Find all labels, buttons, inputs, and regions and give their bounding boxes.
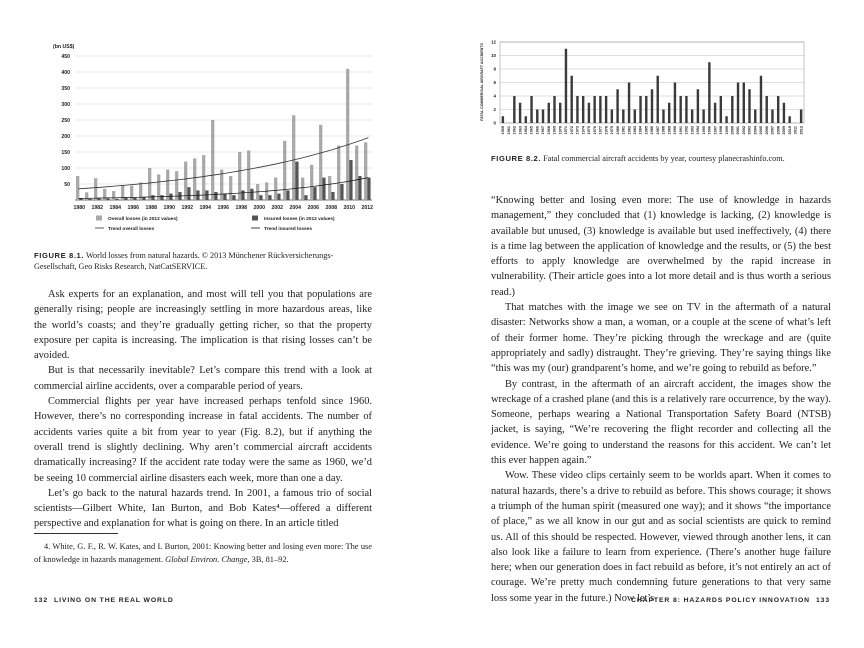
insured-loss-bar bbox=[169, 194, 172, 200]
x-tick-label: 1976 bbox=[592, 126, 597, 135]
overall-loss-bar bbox=[94, 178, 97, 200]
x-tick-label: 1994 bbox=[199, 205, 212, 211]
legend-label: Trend overall losses bbox=[108, 227, 155, 232]
x-tick-label: 1988 bbox=[661, 126, 666, 135]
overall-loss-bar bbox=[355, 146, 358, 200]
insured-loss-bar bbox=[295, 162, 298, 200]
paragraph: That matches with the image we see on TV in the aftermath of a natural disaster: Networks show a man, a woman, or a couple at the scene of what’s left of their former home. They’re picking through the wreckage and are (quite appropriately and sadly) distraught. They’re grieving. They’re saying things like “this was my (our) grandparent’s home, and we’re going to rebuild as before.” bbox=[491, 302, 831, 375]
x-tick-label: 1975 bbox=[587, 126, 592, 135]
x-tick-label: 2006 bbox=[764, 126, 769, 135]
accident-bar bbox=[570, 76, 572, 123]
accident-bar bbox=[519, 103, 521, 123]
insured-loss-bar bbox=[106, 198, 109, 200]
accident-bar bbox=[599, 96, 601, 123]
y-tick-label: 10 bbox=[491, 53, 496, 58]
overall-loss-bar bbox=[292, 115, 295, 200]
paragraph: Wow. These video clips certainly seem to be worlds apart. When it comes to natural hazards, there’s a drive to rebuild as before. This shows courage; it shows a triumph of the human spirit (measured one way); and it shows “the importance of place,” as we all know in our gut and as social scientists are quick to remind us. All of this should be respected. However, viewed through another lens, it can also look like a failure to learn from experience. (There’s another huge failure here; when our generation does in fact rebuild as before, it’s not entirely an act of courage. We’re pretty much condemning future generations to that very same loss some year in the future.) Now let’s bbox=[491, 470, 831, 604]
overall-loss-bar bbox=[337, 146, 340, 200]
x-tick-label: 1986 bbox=[650, 126, 655, 135]
accident-bar bbox=[611, 110, 613, 124]
accident-bar bbox=[628, 83, 630, 124]
x-tick-label: 1969 bbox=[552, 126, 557, 135]
running-head-right bbox=[631, 597, 830, 604]
x-tick-label: 1968 bbox=[546, 126, 551, 135]
insured-loss-bar bbox=[133, 198, 136, 200]
y-axis-label: FATAL COMMERCIAL AIRCRAFT ACCIDENTS bbox=[480, 43, 484, 121]
accident-bar bbox=[777, 96, 779, 123]
x-tick-label: 2008 bbox=[325, 205, 338, 211]
x-tick-label: 1984 bbox=[109, 205, 122, 211]
overall-loss-bar bbox=[85, 192, 88, 200]
accident-bar bbox=[605, 96, 607, 123]
paragraph: By contrast, in the aftermath of an aircraft accident, the images show the wreckage of a crashed plane (and this is a relatively rare occurrence, by the way). Someone, perhaps wearing a National Transportation Safety Board (NTSB) jacket, is saying, “We’re recovering the flight recorder and collecting all the evidence. We’re going to understand the reasons for this accident. We can’t let this ever happen again.” bbox=[491, 378, 831, 467]
insured-loss-bar bbox=[304, 195, 307, 200]
overall-loss-bar bbox=[157, 174, 160, 200]
accident-bar bbox=[783, 103, 785, 123]
footnote bbox=[34, 541, 372, 566]
x-tick-label: 1992 bbox=[684, 126, 689, 135]
overall-loss-bar bbox=[130, 186, 133, 200]
x-tick-label: 2005 bbox=[759, 126, 764, 135]
x-tick-label: 1963 bbox=[518, 126, 523, 135]
x-tick-label: 2001 bbox=[736, 126, 741, 135]
legend-label: Trend insured losses bbox=[264, 227, 312, 232]
x-tick-label: 2008 bbox=[776, 126, 781, 135]
x-tick-label: 1987 bbox=[655, 126, 660, 135]
accident-bar bbox=[525, 116, 527, 123]
y-tick-label: 6 bbox=[493, 80, 496, 85]
losses-axis-label bbox=[53, 44, 75, 50]
insured-loss-bar bbox=[223, 194, 226, 200]
accident-bar bbox=[530, 96, 532, 123]
right-page bbox=[432, 0, 864, 648]
right-body-text bbox=[491, 193, 831, 606]
losses-chart-svg bbox=[38, 38, 378, 238]
insured-loss-bar bbox=[349, 160, 352, 200]
running-head-left bbox=[34, 597, 174, 604]
overall-loss-bar bbox=[229, 176, 232, 200]
accident-bar bbox=[788, 116, 790, 123]
legend-swatch bbox=[252, 216, 258, 221]
x-tick-label: 1982 bbox=[627, 126, 632, 135]
accident-bar bbox=[622, 110, 624, 124]
accident-bar bbox=[691, 110, 693, 124]
x-tick-label: 1974 bbox=[581, 126, 586, 135]
x-tick-label: 1980 bbox=[73, 205, 86, 211]
left-body-text bbox=[34, 287, 372, 532]
accident-bar bbox=[502, 116, 504, 123]
insured-loss-bar bbox=[151, 195, 154, 200]
accident-bar bbox=[800, 110, 802, 124]
accident-bar bbox=[760, 76, 762, 123]
running-head-title: LIVING ON THE REAL WORLD bbox=[54, 597, 174, 604]
insured-loss-bar bbox=[277, 194, 280, 200]
y-tick-label: 250 bbox=[61, 118, 70, 124]
accident-bar bbox=[720, 96, 722, 123]
legend-swatch bbox=[96, 216, 102, 221]
insured-loss-bar bbox=[286, 190, 289, 200]
x-tick-label: 1998 bbox=[719, 126, 724, 135]
y-tick-label: 12 bbox=[491, 39, 496, 45]
overall-loss-bar bbox=[166, 170, 169, 200]
x-tick-label: 1986 bbox=[127, 205, 140, 211]
insured-loss-bar bbox=[331, 192, 334, 200]
insured-loss-bar bbox=[322, 178, 325, 200]
caption-text: Fatal commercial aircraft accidents by year, courtesy planecrashinfo.com. bbox=[543, 154, 785, 163]
overall-loss-bar bbox=[364, 142, 367, 200]
x-tick-label: 1985 bbox=[644, 126, 649, 135]
accident-bar bbox=[725, 116, 727, 123]
overall-loss-bar bbox=[346, 69, 349, 200]
y-tick-label: 4 bbox=[493, 93, 496, 99]
x-tick-label: 2003 bbox=[747, 126, 752, 135]
x-tick-label: 1993 bbox=[690, 126, 695, 135]
x-tick-label: 1966 bbox=[535, 126, 540, 135]
insured-loss-bar bbox=[250, 189, 253, 200]
overall-loss-bar bbox=[310, 165, 313, 200]
x-tick-label: 1982 bbox=[91, 205, 104, 211]
accidents-chart-svg bbox=[476, 36, 816, 146]
accident-bar bbox=[513, 96, 515, 123]
x-tick-label: 2000 bbox=[253, 205, 266, 211]
insured-loss-bar bbox=[268, 195, 271, 200]
insured-loss-bar bbox=[142, 197, 145, 200]
x-tick-label: 1990 bbox=[673, 126, 678, 135]
y-tick-label: 100 bbox=[61, 166, 70, 172]
x-tick-label: 2009 bbox=[782, 126, 787, 135]
accident-bar bbox=[754, 110, 756, 124]
x-tick-label: 1977 bbox=[598, 126, 603, 135]
accident-bar bbox=[588, 103, 590, 123]
insured-loss-bar bbox=[115, 199, 118, 200]
accident-bar bbox=[731, 96, 733, 123]
footnote-text-end: 3B, 81–92. bbox=[249, 554, 289, 564]
accident-bar bbox=[639, 96, 641, 123]
figure-8-1-caption bbox=[34, 250, 374, 272]
y-tick-label: 0 bbox=[493, 120, 496, 126]
accident-bar bbox=[668, 103, 670, 123]
x-tick-label: 1960 bbox=[501, 126, 506, 135]
x-tick-label: 1970 bbox=[558, 126, 563, 135]
accident-bar bbox=[542, 110, 544, 124]
y-tick-label: 8 bbox=[493, 66, 496, 72]
x-tick-label: 1979 bbox=[610, 126, 615, 135]
x-tick-label: 1984 bbox=[638, 126, 643, 135]
accident-bar bbox=[657, 76, 659, 123]
accident-bar bbox=[593, 96, 595, 123]
overall-loss-bar bbox=[283, 141, 286, 200]
caption-text: World losses from natural hazards. © 2013 Münchener Rückversicherungs-Gesellschaft, Geo Risks Research, NatCatSERVICE. bbox=[34, 251, 334, 271]
overall-loss-bar bbox=[274, 178, 277, 200]
insured-loss-bar bbox=[88, 199, 91, 200]
accident-bar bbox=[559, 103, 561, 123]
footnote-text: 4. White, G. F., R. W. Kates, and I. Burton, 2001: Knowing better and losing even more: The use of knowledge in hazards management. bbox=[34, 542, 372, 564]
losses-chart bbox=[38, 38, 378, 238]
x-tick-label: 1989 bbox=[667, 126, 672, 135]
x-tick-label: 1999 bbox=[724, 126, 729, 135]
legend-label: Overall losses (in 2012 values) bbox=[108, 217, 178, 222]
overall-loss-bar bbox=[193, 158, 196, 200]
overall-loss-bar bbox=[175, 171, 178, 200]
x-tick-label: 2011 bbox=[793, 126, 798, 135]
y-tick-label: 200 bbox=[61, 134, 70, 140]
accident-bar bbox=[553, 96, 555, 123]
insured-loss-bar bbox=[259, 195, 262, 200]
overall-loss-bar bbox=[148, 168, 151, 200]
x-tick-label: 2002 bbox=[271, 205, 284, 211]
accident-bar bbox=[548, 103, 550, 123]
x-tick-label: 2006 bbox=[307, 205, 320, 211]
accident-bar bbox=[679, 96, 681, 123]
running-head-title: CHAPTER 8: HAZARDS POLICY INNOVATION bbox=[631, 597, 810, 604]
accident-bar bbox=[634, 110, 636, 124]
accident-bar bbox=[616, 89, 618, 123]
accident-bar bbox=[645, 96, 647, 123]
footnote-rule bbox=[34, 533, 118, 534]
y-tick-label: 2 bbox=[493, 107, 496, 112]
paragraph: Let’s go back to the natural hazards trend. In 2001, a famous trio of social scientists—Gilbert White, Ian Burton, and Bob Kates⁴—offered a different perspective and explanation for what is going on there. In an article titled bbox=[34, 487, 372, 530]
paragraph: But is that necessarily inevitable? Let’s compare this trend with a look at commercial airline accidents, over a comparable period of years. bbox=[34, 365, 372, 392]
paragraph: Ask experts for an explanation, and most will tell you that populations are generally rising; people are increasingly settling in more hazardous areas, like the world’s coasts; and they’re gradually getting richer, so that the property exposure per capita is increasing. The implication is that rising losses can’t be avoided. bbox=[34, 289, 372, 362]
page-number: 133 bbox=[815, 597, 830, 604]
page-number: 132 bbox=[34, 597, 49, 604]
footnote-journal: Global Environ. Change, bbox=[165, 554, 250, 564]
x-tick-label: 2012 bbox=[361, 205, 374, 211]
y-tick-label: 450 bbox=[61, 54, 70, 60]
overall-loss-bar bbox=[319, 125, 322, 200]
x-tick-label: 1992 bbox=[181, 205, 194, 211]
overall-loss-bar bbox=[112, 191, 115, 200]
x-tick-label: 1994 bbox=[696, 126, 701, 135]
insured-loss-bar bbox=[340, 184, 343, 200]
paragraph: Commercial flights per year have increased perhaps tenfold since 1960. However, there’s no corresponding increase in fatal accidents. The number of accidents varies quite a bit from year to year (Fig. 8.2), but if anything the overall trend is slightly declining. Why aren’t commercial aircraft accidents dramatically increasing? If the accident rate today were the same as 1960, we’d be seeing 10 commercial airline disasters each week, more than one a day. bbox=[34, 396, 372, 484]
x-tick-label: 1961 bbox=[506, 126, 511, 135]
accident-bar bbox=[743, 83, 745, 124]
accident-bar bbox=[708, 62, 710, 123]
accident-bar bbox=[565, 49, 567, 123]
accident-bar bbox=[737, 83, 739, 124]
paragraph: “Knowing better and losing even more: The use of knowledge in hazards management,” they concluded that (1) knowledge is lacking, (2) knowledge is available but unused, (3) knowledge is available but used ineffectively, (4) there is a time lag between the application of knowledge and the results, or (5) the best efforts to apply knowledge are overwhelmed by the rapid increase in vulnerability. (Their article goes into a lot more detail and is thus worth a serious read.) bbox=[491, 195, 831, 298]
accident-bar bbox=[771, 110, 773, 124]
x-tick-label: 1962 bbox=[512, 126, 517, 135]
x-tick-label: 2012 bbox=[799, 126, 804, 135]
x-tick-label: 1978 bbox=[604, 126, 609, 135]
legend-label: Insured losses (in 2012 values) bbox=[264, 217, 335, 222]
insured-loss-bar bbox=[367, 178, 370, 200]
insured-loss-bar bbox=[160, 195, 163, 200]
accidents-chart bbox=[476, 36, 816, 146]
x-tick-label: 2007 bbox=[770, 126, 775, 135]
x-tick-label: 1971 bbox=[564, 126, 569, 135]
accident-bar bbox=[651, 89, 653, 123]
y-tick-label: 50 bbox=[64, 182, 70, 188]
x-tick-label: 1996 bbox=[217, 205, 230, 211]
accident-bar bbox=[576, 96, 578, 123]
overall-loss-bar bbox=[211, 120, 214, 200]
y-tick-label: 400 bbox=[61, 70, 70, 76]
overall-loss-bar bbox=[76, 176, 79, 200]
x-tick-label: 1964 bbox=[524, 126, 529, 135]
insured-loss-bar bbox=[187, 187, 190, 200]
x-tick-label: 1973 bbox=[575, 126, 580, 135]
x-tick-label: 1997 bbox=[713, 126, 718, 135]
accident-bar bbox=[536, 110, 538, 124]
accident-bar bbox=[582, 96, 584, 123]
insured-loss-bar bbox=[313, 187, 316, 200]
x-tick-label: 1998 bbox=[235, 205, 248, 211]
accident-bar bbox=[685, 96, 687, 123]
x-tick-label: 1996 bbox=[707, 126, 712, 135]
accident-bar bbox=[748, 89, 750, 123]
x-tick-label: 1988 bbox=[145, 205, 158, 211]
caption-label: FIGURE 8.1. bbox=[34, 251, 85, 260]
x-tick-label: 1991 bbox=[678, 126, 683, 135]
overall-loss-bar bbox=[202, 155, 205, 200]
overall-loss-bar bbox=[103, 189, 106, 200]
overall-loss-bar bbox=[184, 162, 187, 200]
insured-loss-bar bbox=[214, 192, 217, 200]
caption-label: FIGURE 8.2. bbox=[491, 154, 542, 163]
accident-bar bbox=[697, 89, 699, 123]
x-tick-label: 2010 bbox=[343, 205, 356, 211]
y-tick-label: 150 bbox=[61, 150, 70, 156]
insured-loss-bar bbox=[232, 195, 235, 200]
x-tick-label: 1990 bbox=[163, 205, 176, 211]
insured-loss-bar bbox=[241, 190, 244, 200]
overall-loss-bar bbox=[301, 178, 304, 200]
x-tick-label: 1967 bbox=[541, 126, 546, 135]
accident-bar bbox=[662, 110, 664, 124]
accident-bar bbox=[674, 83, 676, 124]
x-tick-label: 1981 bbox=[621, 126, 626, 135]
accident-bar bbox=[714, 103, 716, 123]
overall-loss-bar bbox=[328, 176, 331, 200]
x-tick-label: 2010 bbox=[787, 126, 792, 135]
x-tick-label: 1965 bbox=[529, 126, 534, 135]
x-tick-label: 2004 bbox=[753, 126, 758, 135]
x-tick-label: 2002 bbox=[741, 126, 746, 135]
accident-bar bbox=[766, 96, 768, 123]
x-tick-label: 1972 bbox=[569, 126, 574, 135]
x-tick-label: 2004 bbox=[289, 205, 302, 211]
y-tick-label: 300 bbox=[61, 102, 70, 108]
x-tick-label: 2000 bbox=[730, 126, 735, 135]
y-axis-label: (bn US$) bbox=[53, 44, 75, 50]
figure-8-2-caption bbox=[491, 153, 831, 164]
x-tick-label: 1983 bbox=[632, 126, 637, 135]
x-tick-label: 1995 bbox=[701, 126, 706, 135]
x-tick-label: 1980 bbox=[615, 126, 620, 135]
y-tick-label: 350 bbox=[61, 86, 70, 92]
accident-bar bbox=[702, 110, 704, 124]
